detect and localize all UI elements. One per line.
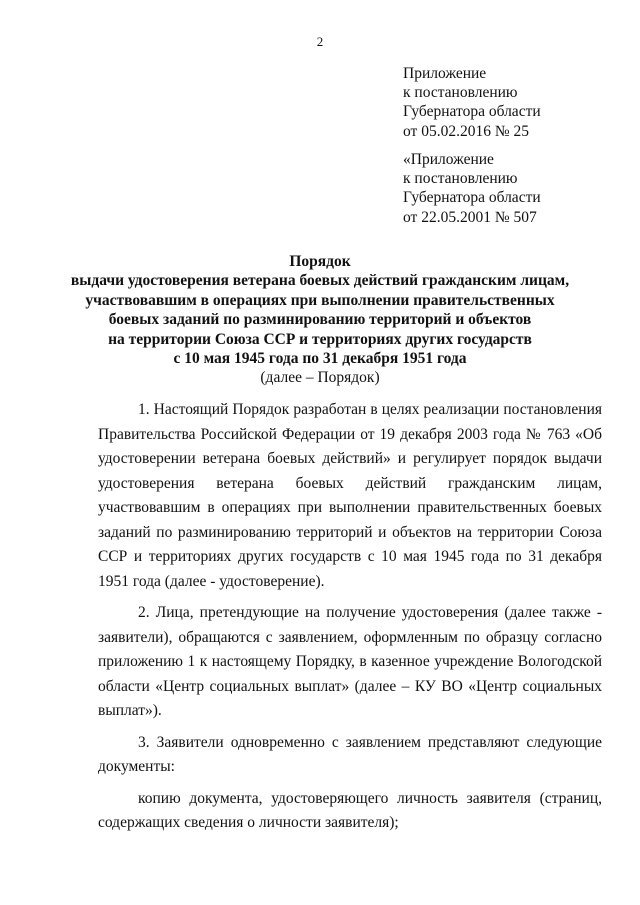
title-line: участвовавшим в операциях при выполнении правительственных xyxy=(85,291,555,309)
title-line: боевых заданий по разминированию территорий и объектов xyxy=(108,311,532,329)
document-body xyxy=(98,398,602,843)
appendix-reference-current xyxy=(403,64,541,141)
appendix-line: Губернатора области xyxy=(403,189,541,207)
appendix-line: «Приложение xyxy=(403,151,494,168)
appendix-line: к постановлению xyxy=(403,84,518,102)
page-number: 2 xyxy=(316,34,324,49)
title-line: выдачи удостоверения ветерана боевых действий гражданским лицам, xyxy=(70,272,570,290)
appendix-line: к постановлению xyxy=(403,170,518,188)
paragraph-2: 2. Лица, претендующие на получение удостоверения (далее также - заявители), обращаются с заявлением, оформленным по образцу согласно приложению 1 к настоящему Порядку, в казенное учреждение Вологодской области «Центр социальных выплат» (далее – КУ ВО «Центр социальных выплат»). xyxy=(98,604,602,719)
paragraph-1: 1. Настоящий Порядок разработан в целях реализации постановления Правительства Российской Федерации от 19 декабря 2003 года № 763 «Об удостоверении ветерана боевых действий» и регулирует порядок выдачи удостоверения ветерана боевых действий гражданским лицам, участвовавшим в операциях при выполнении правительственных боевых заданий по разминированию территорий и объектов на территории Союза ССР и территориях других государств с 10 мая 1945 года по 31 декабря 1951 года (далее - удостоверение). xyxy=(98,401,602,590)
document-title xyxy=(60,252,580,388)
appendix-line: от 22.05.2001 № 507 xyxy=(403,208,537,226)
paragraph-4: копию документа, удостоверяющего личность заявителя (страниц, содержащих сведения о личности заявителя); xyxy=(98,789,602,831)
appendix-line: от 05.02.2016 № 25 xyxy=(403,122,529,140)
appendix-line: Губернатора области xyxy=(403,103,541,121)
appendix-reference-original xyxy=(403,150,541,227)
paragraph-3: 3. Заявители одновременно с заявлением представляют следующие документы: xyxy=(98,733,602,775)
title-line: с 10 мая 1945 года по 31 декабря 1951 года xyxy=(173,350,467,368)
appendix-line: Приложение xyxy=(403,65,487,82)
title-heading: Порядок xyxy=(289,253,351,270)
title-line: на территории Союза ССР и территориях других государств xyxy=(108,330,532,348)
title-note: (далее – Порядок) xyxy=(260,369,380,387)
